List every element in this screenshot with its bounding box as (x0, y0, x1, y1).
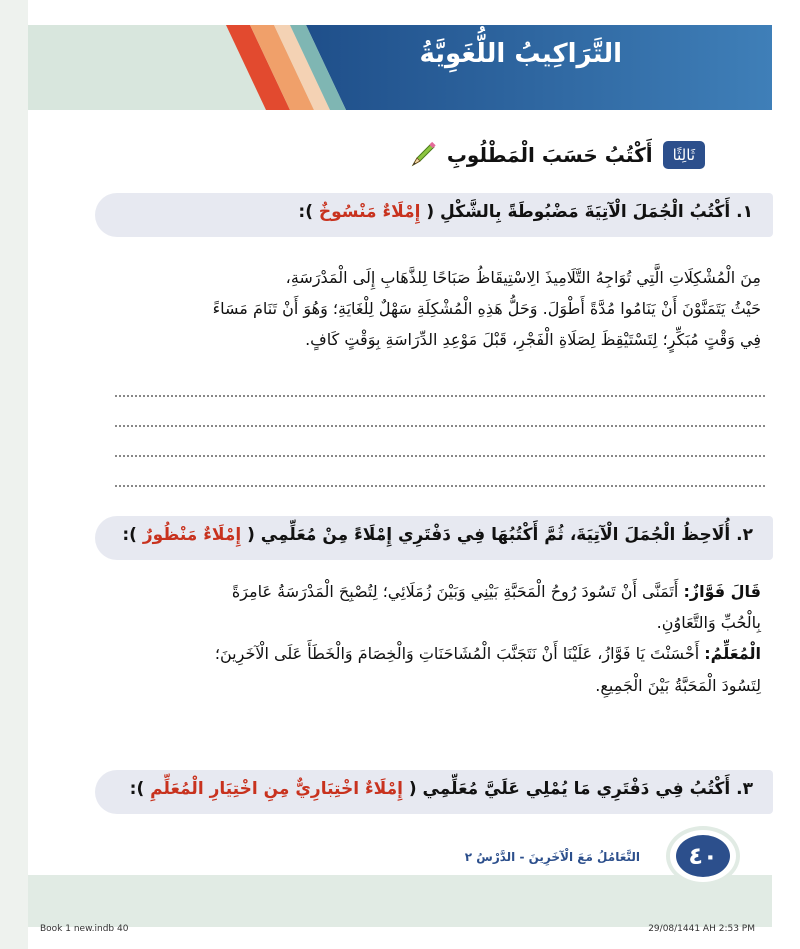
paragraph-line: مِنَ الْمُشْكِلَاتِ الَّتِي تُوَاجِهُ التَّلَامِيذَ الِاسْتِيقَاظُ صَبَاحًا لِلذَّهَابِ إِلَى الْمَدْرَسَةِ، (285, 268, 761, 287)
page-header (28, 25, 772, 110)
paragraph-line: حَيْثُ يَتَمَنَّوْنَ أَنْ يَنَامُوا مُدَّةً أَطْوَلَ. وَحَلُّ هَذِهِ الْمُشْكِلَةِ سَهْلٌ لِلْغَايَةِ؛ وَهُوَ أَنْ تَنَامَ مَسَاءً (212, 299, 761, 319)
pencil-icon (409, 141, 437, 169)
dialogue-line: لِتَسُودَ الْمَحَبَّةُ بَيْنَ الْجَمِيعِ. (595, 675, 761, 695)
page-number: ٤٠ (676, 835, 730, 877)
writing-line[interactable] (115, 425, 765, 427)
page-number-badge (666, 826, 740, 886)
task2-instruction (115, 525, 753, 545)
dialogue-line (95, 638, 761, 669)
writing-line[interactable] (115, 485, 765, 487)
speech-text: أَتَمَنَّى أَنْ تَسُودَ رُوحُ الْمَحَبَّةِ بَيْنِي وَبَيْنَ زُمَلَائِي؛ لِتُصْبِحَ الْمَدْرَسَةُ عَامِرَةً (231, 582, 679, 601)
task3-end: ): (129, 779, 145, 799)
task1-bar (95, 193, 773, 237)
task2-highlight: إِمْلَاءٌ مَنْظُورٌ (142, 525, 242, 545)
dialogue-line (95, 576, 761, 607)
print-info-left: Book 1 new.indb 40 (40, 924, 129, 934)
speaker-teacher: الْمُعَلِّمُ: (704, 644, 761, 664)
writing-line[interactable] (115, 395, 765, 397)
section-title: أَكْتُبُ حَسَبَ الْمَطْلُوبِ (446, 143, 653, 167)
lesson-label: التَّعَامُلُ مَعَ الْآخَرِينَ - الدَّرْسُ ٢ (464, 850, 640, 864)
writing-line[interactable] (115, 455, 765, 457)
task1-instruction (115, 202, 753, 222)
paragraph-line: فِي وَقْتٍ مُبَكِّرٍ؛ لِتَسْتَيْقِظَ لِصَلَاةِ الْفَجْرِ، قَبْلَ مَوْعِدِ الدِّرَاسَةِ بِوَقْتٍ كَافٍ. (305, 330, 761, 350)
page-title: التَّرَاكِيبُ اللُّغَوِيَّةُ (419, 39, 622, 69)
speech-text: أَحْسَنْتَ يَا فَوَّازُ، عَلَيْنَا أَنْ نَتَجَنَّبَ الْمُشَاحَنَاتِ وَالْخِصَامَ وَالْخَطَأَ عَلَى الْآخَرِينَ؛ (214, 644, 700, 664)
section-badge: ثَالِثًا (663, 141, 705, 169)
print-info-right: 29/08/1441 AH 2:53 PM (648, 924, 755, 934)
footer-band (28, 875, 772, 927)
task1-highlight: إِمْلَاءٌ مَنْسُوخٌ (318, 202, 421, 222)
task3-label: ٣. أَكْتُبُ فِي دَفْتَرِي مَا يُمْلِي عَلَيَّ مُعَلِّمِي ( (408, 779, 753, 799)
task2-end: ): (122, 525, 137, 545)
task1-end: ): (298, 202, 313, 222)
section-heading (409, 135, 705, 175)
task1-paragraph (95, 262, 761, 356)
task3-bar (95, 770, 773, 814)
task3-highlight: إِمْلَاءٌ اخْتِبَارِيٌّ مِنِ اخْتِيَارِ الْمُعَلِّمِ (150, 779, 403, 799)
speaker-fawwaz: قَالَ فَوَّازٌ: (683, 582, 761, 601)
task2-bar (95, 516, 773, 560)
task2-label: ٢. أُلَاحِظُ الْجُمَلَ الْآتِيَةَ، ثُمَّ أَكْتُبُهَا فِي دَفْتَرِي إِمْلَاءً مِنْ مُعَلِّمِي ( (247, 525, 753, 545)
dialogue-line: بِالْحُبِّ وَالتَّعَاوُنِ. (656, 613, 761, 633)
task3-instruction (115, 779, 753, 799)
left-margin-band (0, 0, 28, 949)
task1-label: ١. أَكْتُبُ الْجُمَلَ الْآتِيَةَ مَضْبُوطَةً بِالشَّكْلِ ( (426, 202, 753, 222)
task2-dialogue (95, 576, 761, 701)
